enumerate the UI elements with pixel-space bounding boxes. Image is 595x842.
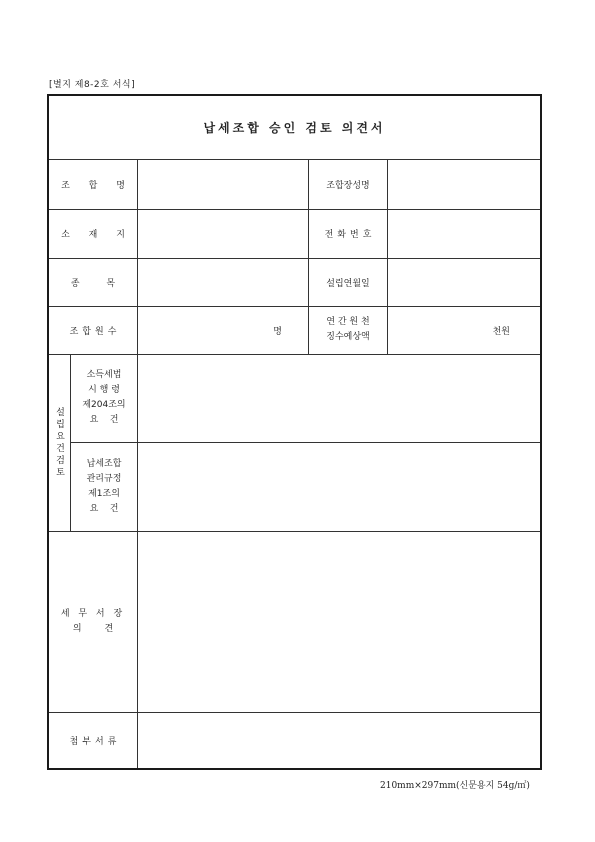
paper-size-note: 210mm×297mm(신문용지 54g/㎡) [380,781,530,791]
category-label-cell [49,258,138,306]
phone-label-cell [309,209,388,258]
opinion-label-cell [49,531,138,712]
union-head-input[interactable] [388,159,540,209]
requirement-1-line: 소득세법 [86,370,122,380]
requirements-side-cell [49,354,71,531]
requirement-2-label-cell [71,442,138,531]
row-location [49,209,540,259]
attachments-label-cell [49,712,138,768]
row-members [49,306,540,355]
requirement-1-label-cell [71,354,138,442]
requirement-2-line: 제1조의 [88,488,120,499]
location-label-cell [49,209,138,258]
established-label-cell [309,258,388,306]
requirement-1-row [71,354,540,443]
requirement-1-line: 제204조의 [82,400,126,410]
requirement-2-line: 관리규정 [86,473,122,484]
withholding-label-cell [309,306,388,354]
union-head-label: 조합장성명 [326,180,370,191]
requirement-1-line: 요 건 [89,415,119,425]
requirements-side-label: 설립요건검토 [54,406,64,479]
withholding-label-line2: 징수예상액 [326,332,370,342]
union-name-label-cell [49,159,138,209]
members-label: 조합원수 [69,326,121,337]
withholding-label-line1: 연 간 원 천 [326,317,370,327]
union-name-input[interactable] [138,159,309,209]
union-name-label: 조 합 명 [61,180,133,191]
phone-input[interactable] [388,209,540,258]
opinion-input[interactable] [138,531,540,712]
attachments-input[interactable] [138,712,540,768]
requirement-2-line: 요 건 [89,503,119,514]
form-title: 납세조합 승인 검토 의견서 [49,96,540,160]
union-head-label-cell [309,159,388,209]
established-input[interactable] [388,258,540,306]
category-label: 종 목 [70,278,128,289]
attachments-label: 첨부서류 [69,736,121,747]
members-input[interactable] [138,306,309,354]
requirement-2-row [71,442,540,531]
row-union-name [49,159,540,210]
category-input[interactable] [138,258,309,306]
opinion-label-line1: 세 무 서 장 [60,608,126,619]
members-label-cell [49,306,138,354]
form-number: [별지 제8-2호 서식] [49,80,136,90]
withholding-unit: 천원 [492,326,510,337]
withholding-input[interactable] [388,306,540,354]
phone-label: 전화번호 [324,230,376,240]
row-category [49,258,540,307]
attachments-row [49,712,540,768]
requirements-block [49,354,540,532]
requirement-2-line: 납세조합 [86,458,122,469]
requirement-1-input[interactable] [138,354,540,442]
location-label: 소 재 지 [61,230,133,240]
opinion-row [49,531,540,713]
requirement-2-input[interactable] [138,442,540,531]
established-label: 설립연월일 [326,278,370,289]
requirement-1-line: 시 행 령 [88,385,120,395]
location-input[interactable] [138,209,309,258]
form-frame [47,94,542,770]
members-unit: 명 [273,326,282,337]
opinion-label-line2: 의 견 [72,623,114,634]
